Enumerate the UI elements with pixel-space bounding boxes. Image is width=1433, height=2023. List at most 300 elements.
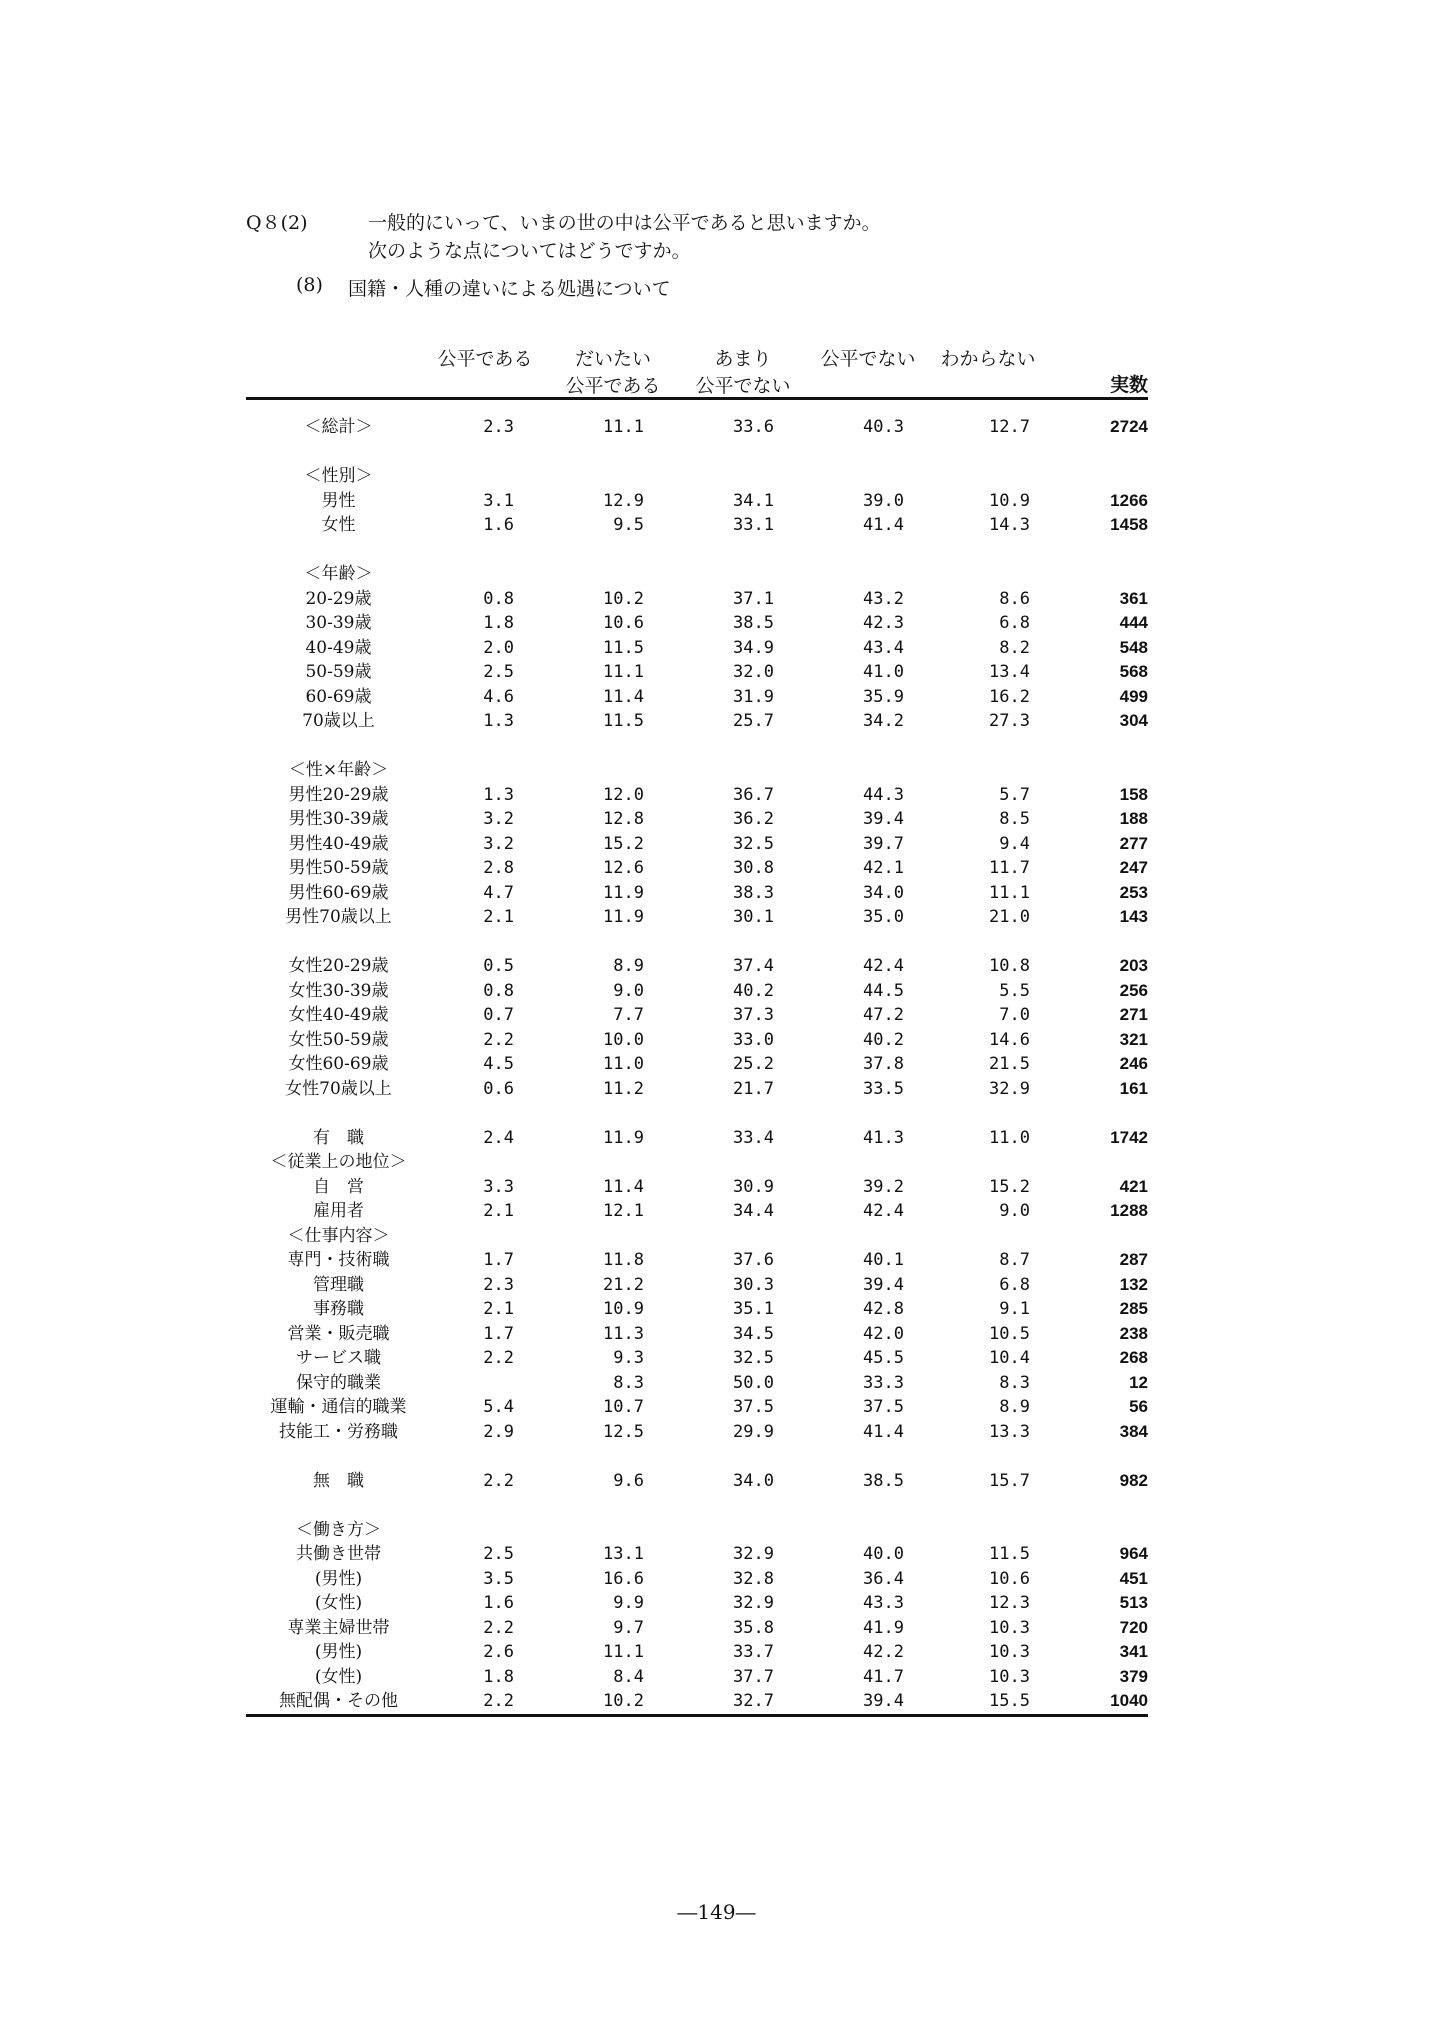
row-label: (男性) [314,1642,363,1662]
cell-col5: 8.9 [999,1397,1030,1417]
table-row [246,1003,1148,1028]
cell-col1: 1.3 [483,711,514,731]
table-row [246,1150,1148,1175]
cell-col2 [548,1224,678,1249]
cell-col5 [938,1150,1048,1175]
cell-col5: 6.8 [999,613,1030,633]
cell-col3: 37.7 [733,1666,774,1687]
cell-col2 [548,1150,678,1175]
cell-col5: 9.0 [999,1201,1030,1221]
cell-col5: 15.5 [938,1689,1048,1715]
cell-col2: 11.3 [603,1323,644,1344]
cell-col3: 37.3 [733,1005,774,1025]
header-col4: 公平でない [820,348,916,370]
row-label: 70歳以上 [302,711,375,731]
cell-count: 321 [1119,1029,1148,1049]
cell-col1: 5.4 [483,1397,514,1417]
cell-col2: 7.7 [613,1005,644,1025]
cell-col1: 3.2 [483,833,514,854]
cell-count: 253 [1119,882,1148,902]
table-row [246,1542,1148,1567]
cell-col1: 2.2 [483,1348,514,1368]
cell-col1: 3.5 [483,1568,514,1589]
cell-col5: 10.3 [989,1666,1030,1687]
cell-count: 361 [1119,588,1148,608]
table-row [246,464,1148,489]
table-row [246,1126,1148,1151]
cell-col5: 15.2 [989,1176,1030,1197]
row-spacer [246,734,1148,759]
row-label: 保守的職業 [296,1372,381,1393]
row-label: 男性60-69歳 [288,882,389,903]
cell-count: 2724 [1110,417,1148,436]
cell-count: 513 [1119,1593,1148,1612]
cell-col4 [808,1518,938,1543]
cell-col2: 11.9 [603,907,644,927]
cell-col2: 10.6 [603,613,644,633]
cell-col2: 8.9 [613,956,644,976]
cell-col4: 47.2 [863,1005,904,1025]
row-label: 女性30-39歳 [288,980,389,1001]
row-label: ＜従業上の地位＞ [270,1152,407,1172]
cell-col3: 33.1 [733,515,774,535]
cell-count: 341 [1119,1642,1148,1661]
cell-col2: 11.4 [603,686,644,707]
cell-col2: 11.1 [603,417,644,437]
cell-col2: 21.2 [603,1274,644,1295]
cell-col3: 34.4 [733,1201,774,1221]
row-spacer [246,440,1148,465]
table-row [246,783,1148,808]
cell-col1 [431,1371,548,1396]
cell-col2: 10.9 [603,1299,644,1319]
question-text-line1: 一般的にいって、いまの世の中は公平であると思いますか。 [368,212,881,234]
cell-col5: 11.1 [989,882,1030,903]
cell-col2: 12.1 [603,1201,644,1221]
cell-col4: 43.4 [863,637,904,658]
cell-col4: 42.0 [863,1323,904,1344]
cell-col2: 9.9 [613,1593,644,1613]
cell-col5 [938,1224,1048,1249]
cell-count: 203 [1119,956,1148,975]
table-row [246,1224,1148,1249]
row-label: 専門・技術職 [287,1250,390,1270]
cell-col3: 36.7 [733,784,774,805]
row-label: (男性) [314,1568,363,1589]
cell-col4: 39.2 [863,1176,904,1197]
cell-col5: 14.6 [989,1029,1030,1050]
cell-col1: 2.5 [483,1544,514,1564]
cell-col3: 33.7 [733,1642,774,1662]
cell-col5 [938,562,1048,587]
cell-col2: 12.5 [603,1421,644,1442]
cell-count: 444 [1119,613,1148,632]
cell-col4: 41.0 [863,662,904,682]
header-col3 [678,346,808,400]
cell-col5: 7.0 [999,1005,1030,1025]
cell-col5: 10.3 [989,1617,1030,1638]
table-row [246,415,1148,440]
cell-col1: 1.8 [483,1666,514,1687]
row-spacer [246,1493,1148,1518]
cell-col4: 40.0 [863,1544,904,1564]
row-label: 管理職 [313,1274,364,1295]
cell-col1 [431,464,548,489]
cell-col2: 11.4 [603,1176,644,1197]
table-row [246,636,1148,661]
table-row [246,1077,1148,1102]
row-label: 男性 [321,490,356,511]
cell-col5: 14.3 [989,515,1030,535]
cell-col3: 38.5 [733,613,774,633]
cell-col3: 32.9 [733,1593,774,1613]
cell-col1: 3.3 [483,1176,514,1197]
cell-count: 132 [1119,1274,1148,1294]
cell-col3 [678,1224,808,1249]
cell-col5: 15.7 [989,1470,1030,1491]
table-row [246,1616,1148,1641]
row-label: 女性70歳以上 [285,1078,392,1099]
cell-col3: 34.5 [733,1323,774,1344]
table-row [246,954,1148,979]
cell-col5: 8.7 [999,1250,1030,1270]
cell-col1 [431,758,548,783]
table-row [246,489,1148,514]
cell-col5: 12.7 [989,417,1030,437]
table-row [246,562,1148,587]
cell-col2: 10.2 [548,1689,678,1715]
cell-col3: 30.9 [733,1176,774,1197]
cell-count: 247 [1119,858,1148,877]
cell-col4: 41.7 [863,1666,904,1687]
cell-count [1048,464,1148,489]
cell-col5: 8.2 [999,637,1030,658]
row-label: 男性70歳以上 [285,907,392,927]
table-row [246,807,1148,832]
cell-col1: 2.4 [483,1127,514,1148]
cell-col4: 42.4 [863,956,904,976]
cell-col1 [431,1150,548,1175]
cell-col2: 9.5 [613,515,644,535]
row-label: ＜仕事内容＞ [287,1225,390,1246]
cell-count: 1458 [1110,515,1148,534]
cell-col1: 4.7 [483,882,514,903]
cell-col3: 33.6 [733,417,774,437]
cell-col4: 41.4 [863,1421,904,1442]
cell-count: 246 [1119,1054,1148,1073]
cell-col1: 2.0 [483,637,514,658]
cell-col2: 9.0 [613,980,644,1001]
table-row [246,832,1148,857]
cell-col3: 35.8 [733,1617,774,1638]
cell-count: 1040 [1048,1689,1148,1715]
table-row [246,1665,1148,1690]
cell-col5: 10.9 [989,490,1030,511]
cell-col4: 42.1 [863,858,904,878]
table-row [246,905,1148,930]
cell-col3: 34.0 [733,1470,774,1491]
row-spacer [246,1444,1148,1469]
cell-count: 964 [1119,1544,1148,1563]
row-label: 女性60-69歳 [288,1054,389,1074]
cell-col3 [678,464,808,489]
cell-col1: 2.9 [483,1421,514,1442]
cell-col5: 9.1 [999,1299,1030,1319]
cell-count [1048,758,1148,783]
cell-col1: 2.1 [483,907,514,927]
cell-col5: 21.0 [989,907,1030,927]
table-row [246,1273,1148,1298]
cell-count: 568 [1119,662,1148,681]
table-row [246,881,1148,906]
cell-col2: 11.0 [603,1054,644,1074]
row-label: 男性50-59歳 [288,858,389,878]
sub-question-text: 国籍・人種の違いによる処遇について [348,278,671,300]
header-col3-line1: あまり [714,348,772,370]
cell-count: 161 [1119,1078,1148,1098]
cell-count: 271 [1119,1005,1148,1024]
cell-col3: 36.2 [733,809,774,829]
cell-col2: 10.0 [603,1029,644,1050]
cell-col3: 32.8 [733,1568,774,1589]
header-rule [246,397,1148,400]
cell-col5: 11.7 [989,858,1030,878]
cell-col5: 10.4 [989,1348,1030,1368]
row-label: 営業・販売職 [287,1323,390,1344]
cell-col1: 3.1 [483,490,514,511]
cell-col1: 2.1 [483,1299,514,1319]
row-spacer [246,930,1148,955]
row-label: 事務職 [313,1299,364,1319]
table-row [246,1567,1148,1592]
cell-col2: 12.0 [603,784,644,805]
cell-col5: 27.3 [989,711,1030,731]
question-label: Q８(2) [246,212,308,234]
cell-col4: 35.9 [863,686,904,707]
cell-col2: 10.2 [603,588,644,609]
table-row [246,1175,1148,1200]
sub-question-number: (8) [296,274,323,296]
row-label: 30-39歳 [305,613,372,633]
cell-col1: 1.6 [483,1593,514,1613]
cell-col4: 38.5 [863,1470,904,1491]
cell-col4: 43.3 [863,1593,904,1613]
table-row [246,1346,1148,1371]
row-label: 共働き世帯 [296,1544,381,1564]
cell-col1 [431,1518,548,1543]
cell-count: 12 [1129,1372,1148,1392]
cell-col2: 11.5 [603,637,644,658]
cell-col5: 10.3 [989,1642,1030,1662]
cell-col5: 10.5 [989,1323,1030,1344]
cell-col4: 39.4 [863,809,904,829]
cell-col2: 11.5 [603,711,644,731]
header-col2-line2: 公平である [565,375,661,397]
cell-col5: 8.6 [999,588,1030,609]
cell-col5: 32.9 [989,1078,1030,1099]
cell-count: 277 [1119,833,1148,853]
cell-col4: 40.1 [863,1250,904,1270]
cell-col1: 2.3 [483,417,514,437]
cell-col2: 11.1 [603,1642,644,1662]
cell-col1: 2.2 [483,1029,514,1050]
cell-col3 [678,1150,808,1175]
cell-col2: 10.7 [603,1397,644,1417]
cell-col5: 5.7 [999,784,1030,805]
table-row [246,611,1148,636]
cell-col4: 33.5 [863,1078,904,1099]
cell-col3: 30.1 [733,907,774,927]
row-label: 自 営 [313,1176,364,1197]
table-row [246,1420,1148,1445]
cell-col3: 31.9 [733,686,774,707]
cell-count: 158 [1119,784,1148,804]
cell-col4: 42.4 [863,1201,904,1221]
table-row [246,1297,1148,1322]
cell-col3: 33.0 [733,1029,774,1050]
row-label: サービス職 [296,1348,381,1368]
header-col2 [548,346,678,400]
cell-col4: 41.3 [863,1127,904,1148]
cell-count: 143 [1119,907,1148,926]
cell-col2: 16.6 [603,1568,644,1589]
table-row [246,587,1148,612]
cell-count: 304 [1119,711,1148,730]
cell-col3: 21.7 [733,1078,774,1099]
row-label: 50-59歳 [305,662,372,682]
cell-count: 1742 [1110,1127,1148,1147]
cell-count: 238 [1119,1323,1148,1343]
header-col3-line2: 公平でない [695,375,791,397]
cell-col5: 16.2 [989,686,1030,707]
cell-col5: 9.4 [999,833,1030,854]
cell-col3: 32.7 [678,1689,808,1715]
table-row [246,685,1148,710]
row-label: 技能工・労務職 [279,1421,398,1442]
cell-col4 [808,1224,938,1249]
cell-col1: 0.8 [483,980,514,1001]
cell-col2 [548,1518,678,1543]
cell-count [1048,1224,1148,1249]
cell-col2: 9.6 [613,1470,644,1491]
header-col2-line1: だいたい [574,348,651,370]
cell-col2: 9.3 [613,1348,644,1368]
cell-col1 [431,1224,548,1249]
row-label: 20-29歳 [305,588,372,609]
table-row [246,979,1148,1004]
cell-col3: 40.2 [733,980,774,1001]
cell-col4: 37.5 [863,1397,904,1417]
cell-col1: 2.1 [483,1201,514,1221]
cell-count: 1266 [1110,490,1148,510]
cell-col5: 21.5 [989,1054,1030,1074]
cell-col2: 15.2 [603,833,644,854]
cell-col5: 6.8 [999,1274,1030,1295]
cell-col2: 12.9 [603,490,644,511]
cell-col4: 41.9 [863,1617,904,1638]
cell-col4: 34.2 [863,711,904,731]
cell-col4: 45.5 [863,1348,904,1368]
cell-col3: 30.3 [733,1274,774,1295]
row-label: 男性30-39歳 [288,809,389,829]
cell-col5: 8.3 [999,1372,1030,1393]
table-row [246,1689,1148,1715]
cell-count: 421 [1119,1176,1148,1196]
cell-col5: 11.5 [989,1544,1030,1564]
table-row [246,1052,1148,1077]
cell-col1: 2.2 [431,1689,548,1715]
cell-col1: 0.5 [483,956,514,976]
cell-col4: 44.5 [863,980,904,1001]
cell-col2: 11.1 [603,662,644,682]
cell-col4: 40.3 [863,417,904,437]
cell-col2 [548,758,678,783]
cell-col4: 41.4 [863,515,904,535]
cell-col3: 32.9 [733,1544,774,1564]
cell-col1: 0.8 [483,588,514,609]
cell-col5 [938,464,1048,489]
cell-count: 188 [1119,809,1148,828]
cell-count: 56 [1129,1397,1148,1416]
cell-col3: 50.0 [733,1372,774,1393]
row-label: ＜性×年齢＞ [288,760,389,780]
row-spacer [246,1101,1148,1126]
row-label: 無 職 [313,1470,364,1491]
cell-col2: 12.8 [603,809,644,829]
row-label: 女性20-29歳 [288,956,389,976]
cell-col4: 39.0 [863,490,904,511]
cell-col5: 13.4 [989,662,1030,682]
cell-col3: 34.1 [733,490,774,511]
cell-count: 499 [1119,686,1148,706]
row-label: (女性) [314,1593,363,1613]
cell-col4: 42.8 [863,1299,904,1319]
table-row [246,856,1148,881]
cell-count: 720 [1119,1617,1148,1637]
table-row [246,1028,1148,1053]
cell-col5: 10.8 [989,956,1030,976]
cell-col1: 4.6 [483,686,514,707]
cell-col2: 11.9 [603,882,644,903]
cell-col3: 33.4 [733,1127,774,1148]
cell-col1: 1.7 [483,1250,514,1270]
cell-col5 [938,758,1048,783]
table-row [246,709,1148,734]
row-label: 60-69歳 [305,686,372,707]
cell-count: 451 [1119,1568,1148,1588]
table-row [246,1322,1148,1347]
question-text-line2: 次のような点についてはどうですか。 [368,240,691,262]
cell-col3: 32.5 [733,1348,774,1368]
cell-col3 [678,1518,808,1543]
cell-col3: 34.9 [733,637,774,658]
row-label: 男性40-49歳 [288,833,389,854]
table-row [246,758,1148,783]
cell-col4: 34.0 [863,882,904,903]
data-table [246,415,1148,1717]
row-label: ＜働き方＞ [296,1519,381,1540]
header-count: 実数 [1109,375,1148,396]
row-label: 雇用者 [313,1201,364,1221]
cell-col5: 11.0 [989,1127,1030,1148]
cell-col1: 1.8 [483,613,514,633]
cell-col4: 42.2 [863,1642,904,1662]
table-row [246,1248,1148,1273]
row-label: ＜年齢＞ [304,564,373,584]
cell-count: 384 [1119,1421,1148,1441]
cell-col3: 32.5 [733,833,774,854]
cell-col1: 1.7 [483,1323,514,1344]
